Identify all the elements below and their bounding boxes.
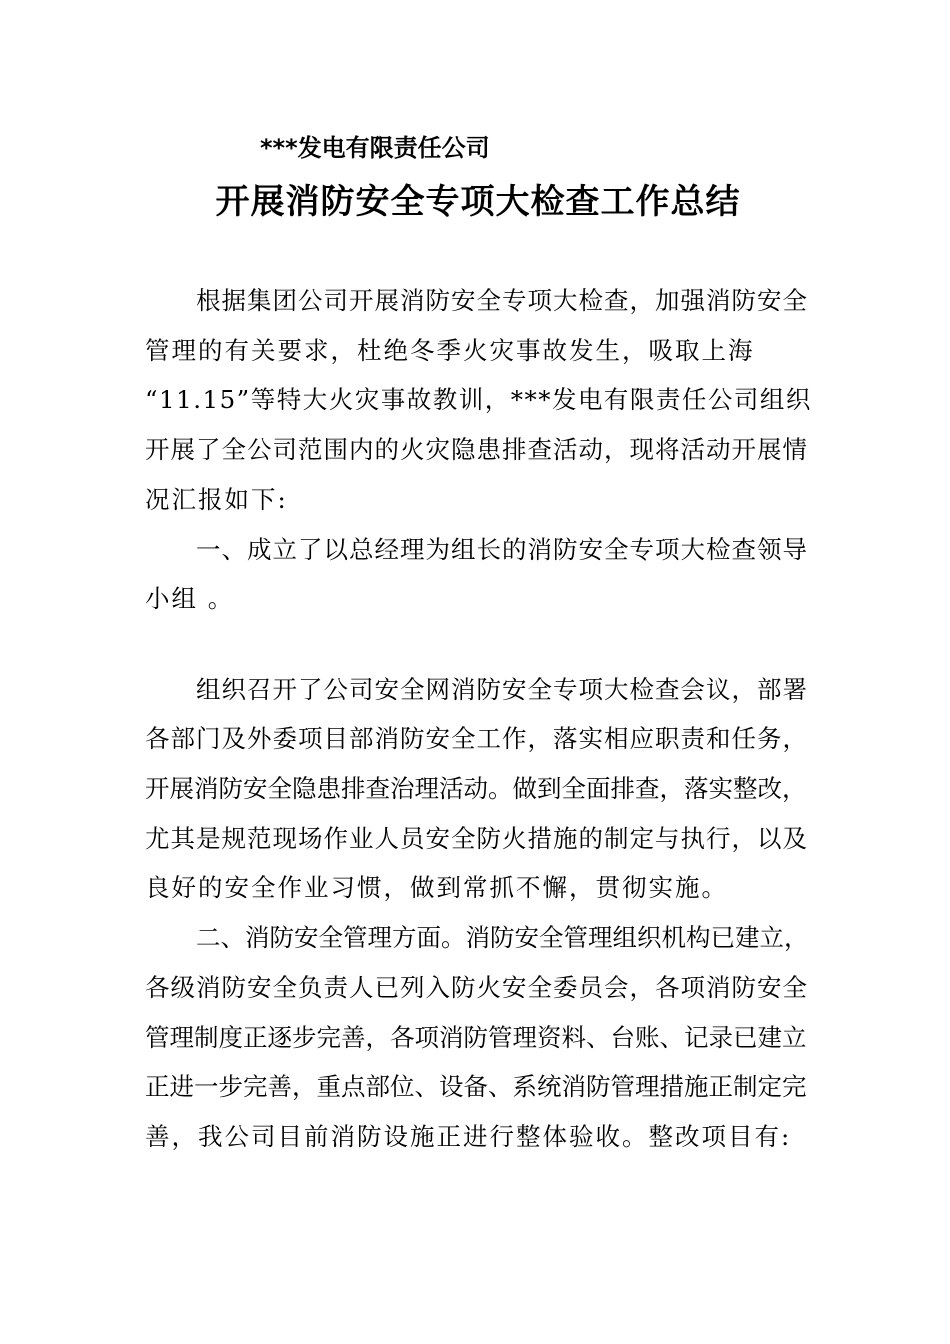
paragraph-4-line-1: 二、消防安全管理方面。消防安全管理组织机构已建立， [196,923,809,952]
paragraph-3-line-3: 开展消防安全隐患排查治理活动。做到全面排查，落实整改， [145,774,807,803]
paragraph-3-line-1: 组织召开了公司安全网消防安全专项大检查会议，部署 [196,675,808,704]
paragraph-3-line-4: 尤其是规范现场作业人员安全防火措施的制定与执行，以及 [145,824,808,853]
paragraph-1-line-2: 管理的有关要求，杜绝冬季火灾事故发生，吸取上海 [145,336,755,365]
paragraph-1-line-1: 根据集团公司开展消防安全专项大检查，加强消防安全 [196,286,808,315]
paragraph-4-line-3: 管理制度正逐步完善，各项消防管理资料、台账、记录已建立 [145,1023,807,1052]
paragraph-3-line-2: 各部门及外委项目部消防安全工作，落实相应职责和任务， [145,724,808,753]
paragraph-4-line-4: 正进一步完善，重点部位、设备、系统消防管理措施正制定完 [145,1072,807,1101]
paragraph-2-line-2: 小组 。 [145,584,235,613]
document-title: 开展消防安全专项大检查工作总结 [215,182,741,222]
paragraph-3-line-5: 良好的安全作业习惯，做到常抓不懈，贯彻实施。 [145,873,728,902]
paragraph-1-line-5: 况汇报如下: [145,485,288,514]
paragraph-2-line-1: 一、成立了以总经理为组长的消防安全专项大检查领导 [196,535,808,564]
paragraph-4-line-2: 各级消防安全负责人已列入防火安全委员会，各项消防安全 [145,973,808,1002]
paragraph-4-line-5: 善，我公司目前消防设施正进行整体验收。整改项目有: [145,1122,792,1151]
company-name: ***发电有限责任公司 [260,134,490,162]
paragraph-1-line-4: 开展了全公司范围内的火灾隐患排查活动，现将活动开展情 [145,435,808,464]
paragraph-1-line-3: “11.15”等特大火灾事故教训，***发电有限责任公司组织 [145,385,812,414]
